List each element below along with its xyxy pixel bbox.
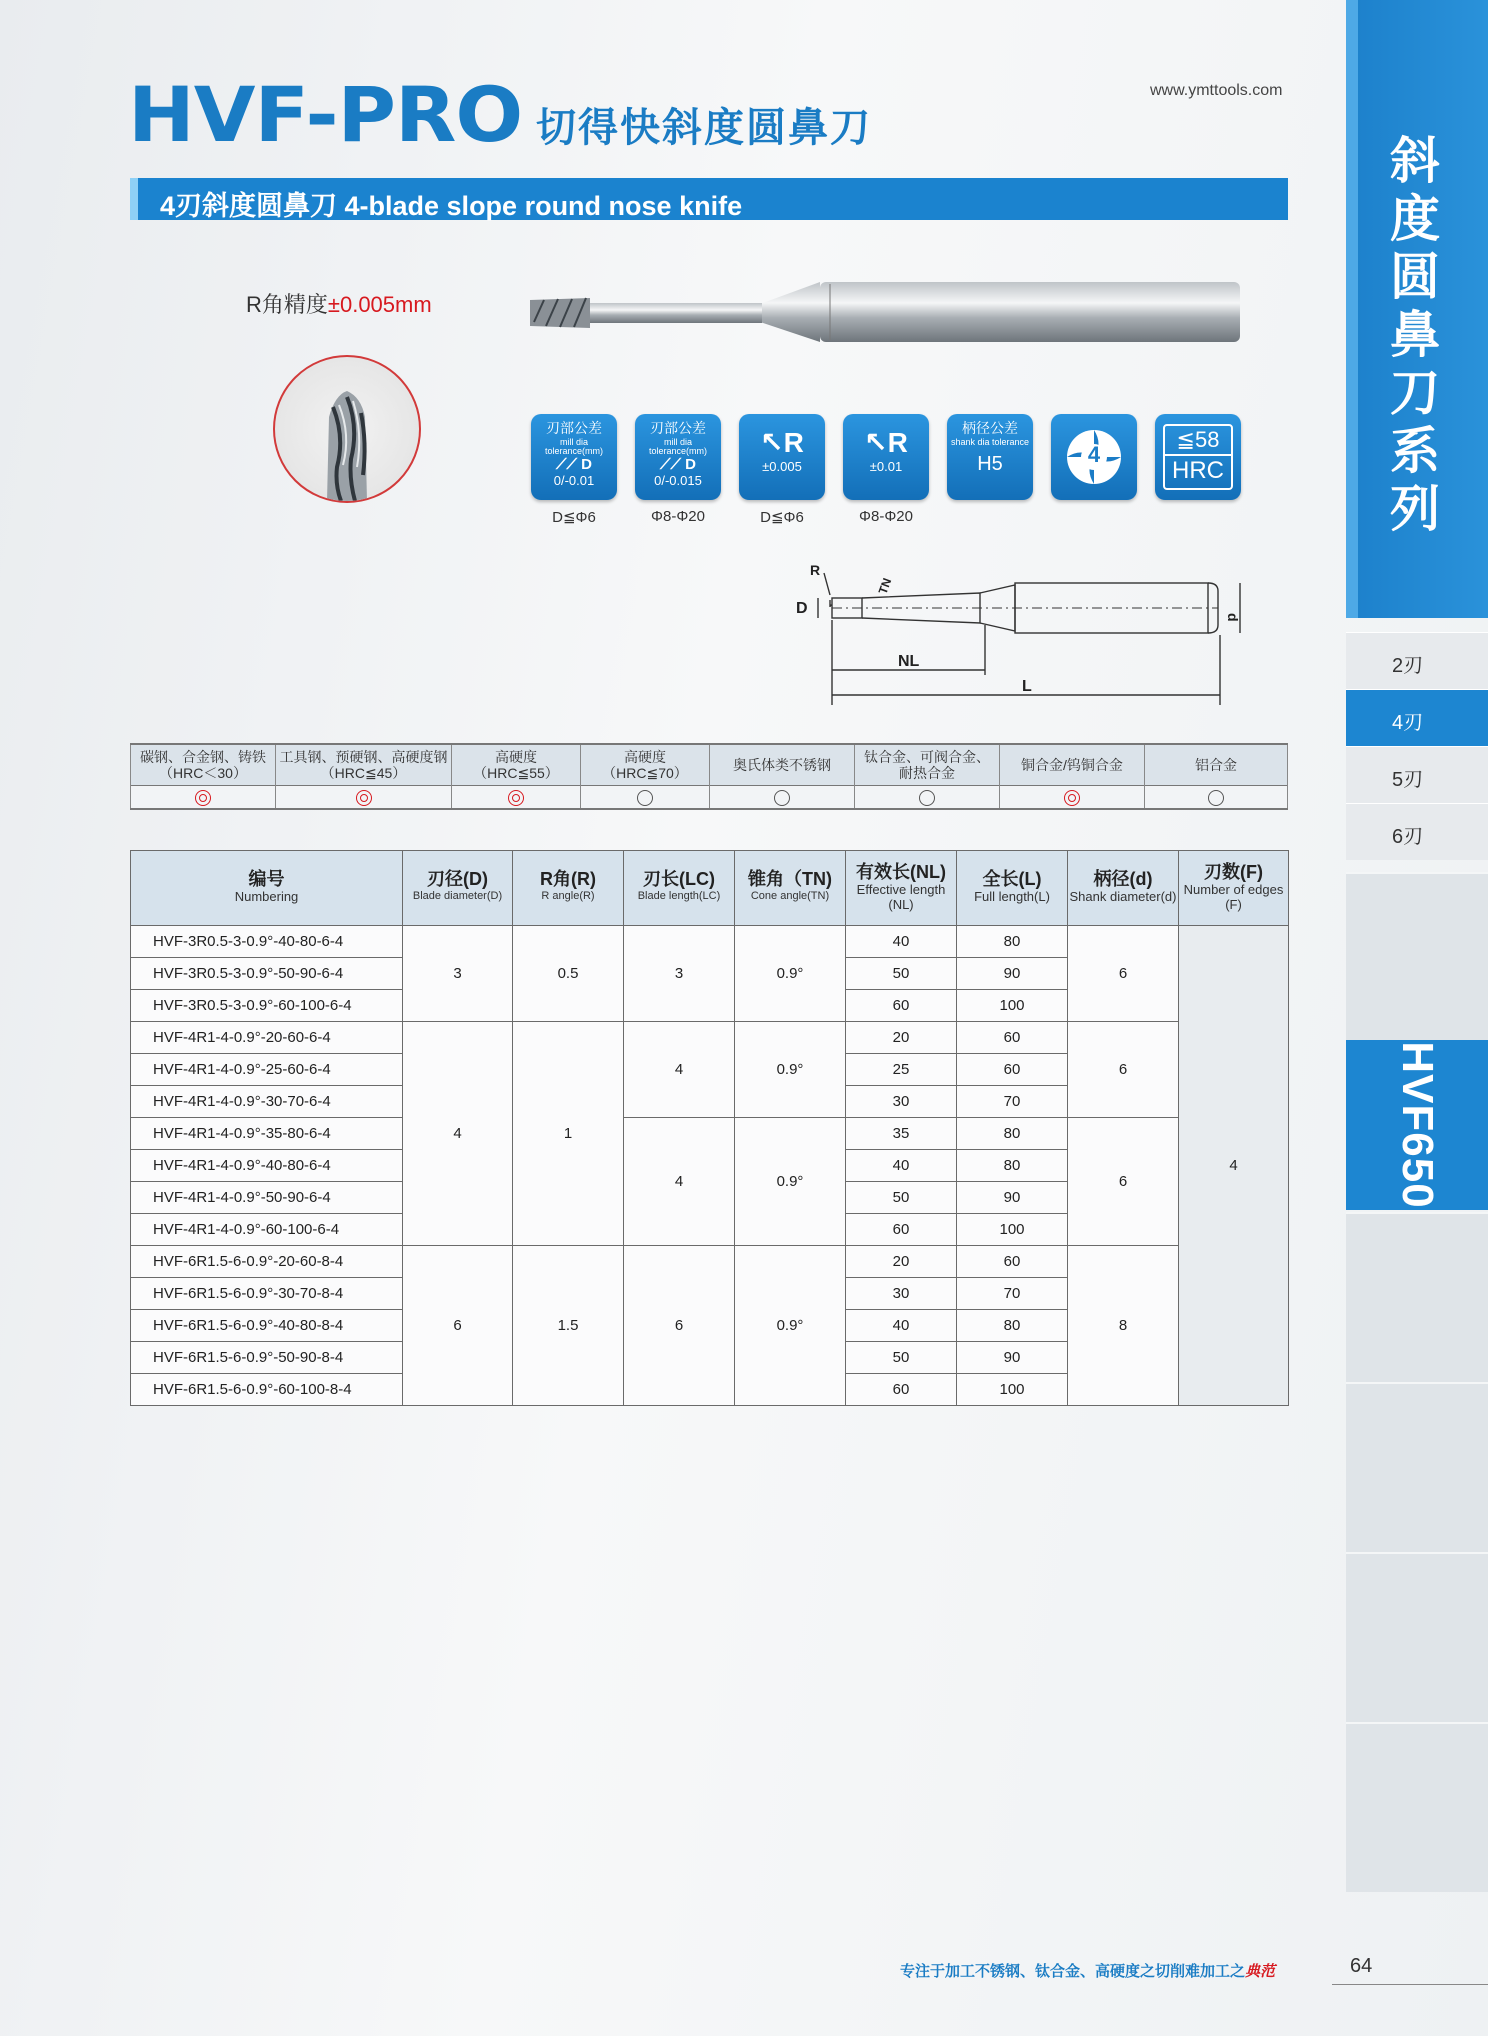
blade-length-cell: 4 [624, 1118, 735, 1246]
blade-length-cell: 6 [624, 1246, 735, 1406]
r-arrow-icon: ↖R [760, 427, 804, 458]
r-angle-tolerance-icon [843, 414, 929, 500]
effective-length-cell: 30 [846, 1086, 957, 1118]
mill-dia-tolerance-icon [531, 414, 617, 500]
sidebar-tab-2-blade[interactable] [1346, 632, 1488, 689]
material-header: 工具钢、预硬钢、高硬度钢 （HRC≦45） [276, 744, 452, 786]
material-header: 铜合金/钨铜合金 [1000, 744, 1145, 786]
full-length-cell: 80 [957, 1118, 1068, 1150]
recommended-circle-icon [195, 790, 211, 806]
end-mill-image [520, 270, 1250, 360]
icon-subtitle: mill dia tolerance(mm) [648, 437, 707, 456]
table-row [131, 926, 1289, 958]
icon-value: H5 [977, 453, 1003, 475]
r-angle-cell: 1.5 [513, 1246, 624, 1406]
effective-length-cell: 25 [846, 1054, 957, 1086]
series-label: HVF650 [1393, 1041, 1442, 1209]
full-length-cell: 100 [957, 1214, 1068, 1246]
footer-slogan-text: 专注于加工不锈钢、钛合金、高硬度之切削难加工之 [900, 1963, 1246, 1980]
label-nl: NL [898, 653, 920, 670]
materials-table [130, 743, 1288, 810]
header-blade-diameter: 刃径(D) Blade diameter(D) [403, 851, 513, 926]
cone-angle-cell: 0.9° [735, 926, 846, 1022]
effective-length-cell: 60 [846, 1374, 957, 1406]
recommended-circle-icon [1064, 790, 1080, 806]
dimension-d-icon: ⟋⟋ D [555, 456, 593, 473]
materials-rating-row [131, 786, 1288, 810]
sidebar-tab-5-blade[interactable] [1346, 746, 1488, 803]
website-link[interactable]: www.ymttools.com [1150, 82, 1283, 99]
icon-value: ±0.005 [762, 459, 802, 474]
full-length-cell: 60 [957, 1054, 1068, 1086]
suitable-circle-icon [774, 790, 790, 806]
flute-count-value: 4 [1087, 442, 1101, 467]
full-length-cell: 60 [957, 1246, 1068, 1278]
sidebar-pane [1346, 1722, 1488, 1892]
full-length-cell: 90 [957, 1342, 1068, 1374]
material-rating [276, 786, 452, 810]
page-number: 64 [1350, 1955, 1373, 1977]
product-code: HVF-3R0.5-3-0.9°-40-80-6-4 [131, 926, 403, 958]
full-length-cell: 70 [957, 1086, 1068, 1118]
effective-length-cell: 30 [846, 1278, 957, 1310]
sidebar-pane [1346, 1552, 1488, 1722]
suitable-circle-icon [919, 790, 935, 806]
icon-value: 0/-0.01 [553, 473, 595, 488]
cone-angle-cell: 0.9° [735, 1022, 846, 1118]
footer-slogan-mark: 典范 [1245, 1963, 1276, 1980]
icon-caption: Φ8-Φ20 [651, 508, 705, 525]
effective-length-cell: 40 [846, 1310, 957, 1342]
product-code: HVF-6R1.5-6-0.9°-20-60-8-4 [131, 1246, 403, 1278]
material-header: 碳钢、合金钢、铸铁 （HRC＜30） [131, 744, 276, 786]
sidebar-tab-label: 6刃 [1392, 826, 1424, 848]
header-blade-length: 刃长(LC) Blade length(LC) [624, 851, 735, 926]
sidebar-tab-label: 5刃 [1392, 769, 1424, 791]
material-rating [1000, 786, 1145, 810]
section-title-accent [130, 178, 138, 220]
label-d: d [1225, 613, 1241, 622]
header-shank-diameter: 柄径(d) Shank diameter(d) [1068, 851, 1179, 926]
full-length-cell: 80 [957, 1150, 1068, 1182]
number-of-edges-cell: 4 [1179, 926, 1289, 1406]
r-angle-cell: 0.5 [513, 926, 624, 1022]
corner-zoom-circle [273, 355, 421, 503]
label-r: R [810, 562, 821, 578]
shank-diameter-cell: 8 [1068, 1246, 1179, 1406]
sidebar-tab-4-blade[interactable] [1346, 689, 1488, 746]
product-code: HVF-6R1.5-6-0.9°-30-70-8-4 [131, 1278, 403, 1310]
product-code: HVF-6R1.5-6-0.9°-60-100-8-4 [131, 1374, 403, 1406]
spec-table [130, 850, 1289, 1406]
effective-length-cell: 40 [846, 1150, 957, 1182]
r-precision-label [246, 288, 432, 319]
icon-caption: D≦Φ6 [760, 509, 804, 526]
section-title-bar [130, 178, 1288, 220]
shank-diameter-cell: 6 [1068, 1118, 1179, 1246]
effective-length-cell: 35 [846, 1118, 957, 1150]
effective-length-cell: 40 [846, 926, 957, 958]
header-numbering: 编号 Numbering [131, 851, 403, 926]
sidebar-tab-label: 2刃 [1392, 655, 1424, 677]
sidebar-series-badge [1346, 1040, 1488, 1210]
sidebar-pane [1346, 1382, 1488, 1552]
table-row [131, 1246, 1289, 1278]
section-title: 4刃斜度圆鼻刀 4-blade slope round nose knife [160, 191, 743, 221]
effective-length-cell: 50 [846, 1342, 957, 1374]
blade-diameter-cell: 6 [403, 1246, 513, 1406]
sidebar-pane [1346, 872, 1488, 1040]
header-cone-angle: 锥角（TN) Cone angle(TN) [735, 851, 846, 926]
effective-length-cell: 60 [846, 990, 957, 1022]
sidebar-tab-6-blade[interactable] [1346, 803, 1488, 860]
product-code: HVF-4R1-4-0.9°-35-80-6-4 [131, 1118, 403, 1150]
effective-length-cell: 20 [846, 1246, 957, 1278]
product-code: HVF-4R1-4-0.9°-25-60-6-4 [131, 1054, 403, 1086]
blade-length-cell: 3 [624, 926, 735, 1022]
r-precision-text: R角精度 [246, 292, 328, 317]
icon-title: 刃部公差 [650, 420, 706, 436]
material-header: 钛合金、可阀合金、 耐热合金 [855, 744, 1000, 786]
corner-zoom-image [275, 357, 419, 501]
material-rating [1145, 786, 1288, 810]
product-code: HVF-4R1-4-0.9°-40-80-6-4 [131, 1150, 403, 1182]
dimension-diagram [790, 555, 1250, 710]
table-row [131, 1022, 1289, 1054]
product-code: HVF-4R1-4-0.9°-20-60-6-4 [131, 1022, 403, 1054]
material-header: 高硬度 （HRC≦55） [452, 744, 581, 786]
r-angle-cell: 1 [513, 1022, 624, 1246]
product-code: HVF-6R1.5-6-0.9°-50-90-8-4 [131, 1342, 403, 1374]
cone-angle-cell: 0.9° [735, 1246, 846, 1406]
label-l: L [1022, 678, 1032, 695]
product-code: HVF-3R0.5-3-0.9°-60-100-6-4 [131, 990, 403, 1022]
header-r-angle: R角(R) R angle(R) [513, 851, 624, 926]
brand-subtitle: 切得快斜度圆鼻刀 [536, 106, 872, 150]
sidebar-title: 斜度圆鼻刀系列 [1390, 133, 1440, 537]
full-length-cell: 80 [957, 1310, 1068, 1342]
product-code: HVF-4R1-4-0.9°-60-100-6-4 [131, 1214, 403, 1246]
full-length-cell: 80 [957, 926, 1068, 958]
effective-length-cell: 60 [846, 1214, 957, 1246]
material-rating [581, 786, 710, 810]
icon-value: ±0.01 [869, 459, 903, 474]
material-rating [452, 786, 581, 810]
icon-subtitle: mill dia tolerance(mm) [544, 437, 603, 456]
spec-header-row [131, 851, 1289, 926]
r-arrow-icon: ↖R [864, 427, 908, 458]
effective-length-cell: 50 [846, 958, 957, 990]
product-code: HVF-4R1-4-0.9°-30-70-6-4 [131, 1086, 403, 1118]
shank-tolerance-icon [947, 414, 1033, 500]
footer-slogan [900, 1960, 1275, 1981]
icon-title: 刃部公差 [546, 420, 602, 436]
full-length-cell: 100 [957, 1374, 1068, 1406]
label-tn: TN [875, 576, 895, 597]
product-code: HVF-3R0.5-3-0.9°-50-90-6-4 [131, 958, 403, 990]
suitable-circle-icon [637, 790, 653, 806]
hrc-hardness-icon [1155, 414, 1241, 500]
material-rating [131, 786, 276, 810]
cone-angle-cell: 0.9° [735, 1118, 846, 1246]
product-code: HVF-6R1.5-6-0.9°-40-80-8-4 [131, 1310, 403, 1342]
icon-caption: Φ8-Φ20 [859, 508, 913, 525]
effective-length-cell: 50 [846, 1182, 957, 1214]
page-number-rule [1332, 1984, 1488, 1985]
material-rating [855, 786, 1000, 810]
full-length-cell: 90 [957, 958, 1068, 990]
flute-count-icon [1051, 414, 1137, 500]
hrc-label: HRC [1165, 454, 1231, 486]
materials-header-row [131, 744, 1288, 786]
icon-caption: D≦Φ6 [552, 509, 596, 526]
full-length-cell: 100 [957, 990, 1068, 1022]
full-length-cell: 90 [957, 1182, 1068, 1214]
product-code: HVF-4R1-4-0.9°-50-90-6-4 [131, 1182, 403, 1214]
r-precision-value: ±0.005mm [327, 292, 432, 317]
full-length-cell: 60 [957, 1022, 1068, 1054]
suitable-circle-icon [1208, 790, 1224, 806]
table-row [131, 1118, 1289, 1150]
mill-dia-tolerance-icon [635, 414, 721, 500]
header-effective-length: 有效长(NL) Effective length (NL) [846, 851, 957, 926]
blade-length-cell: 4 [624, 1022, 735, 1118]
icon-value: 0/-0.015 [654, 473, 702, 488]
label-d-cap: D [796, 600, 808, 617]
material-header: 奥氏体类不锈钢 [710, 744, 855, 786]
dimension-d-icon: ⟋⟋ D [659, 456, 697, 473]
shank-diameter-cell: 6 [1068, 926, 1179, 1022]
material-rating [710, 786, 855, 810]
icon-title: 柄径公差 [962, 420, 1018, 436]
recommended-circle-icon [356, 790, 372, 806]
blade-diameter-cell: 4 [403, 1022, 513, 1246]
full-length-cell: 70 [957, 1278, 1068, 1310]
material-header: 铝合金 [1145, 744, 1288, 786]
brand-title: HVF-PRO [128, 70, 523, 159]
hrc-value: ≦58 [1176, 427, 1220, 452]
sidebar-pane [1346, 1212, 1488, 1382]
material-header: 高硬度 （HRC≦70） [581, 744, 710, 786]
shank-diameter-cell: 6 [1068, 1022, 1179, 1118]
r-angle-tolerance-icon [739, 414, 825, 500]
icon-subtitle: shank dia tolerance [950, 437, 1030, 447]
sidebar-tab-label: 4刃 [1392, 712, 1424, 734]
blade-diameter-cell: 3 [403, 926, 513, 1022]
header-number-of-edges: 刃数(F) Number of edges (F) [1179, 851, 1289, 926]
header-full-length: 全长(L) Full length(L) [957, 851, 1068, 926]
recommended-circle-icon [508, 790, 524, 806]
effective-length-cell: 20 [846, 1022, 957, 1054]
